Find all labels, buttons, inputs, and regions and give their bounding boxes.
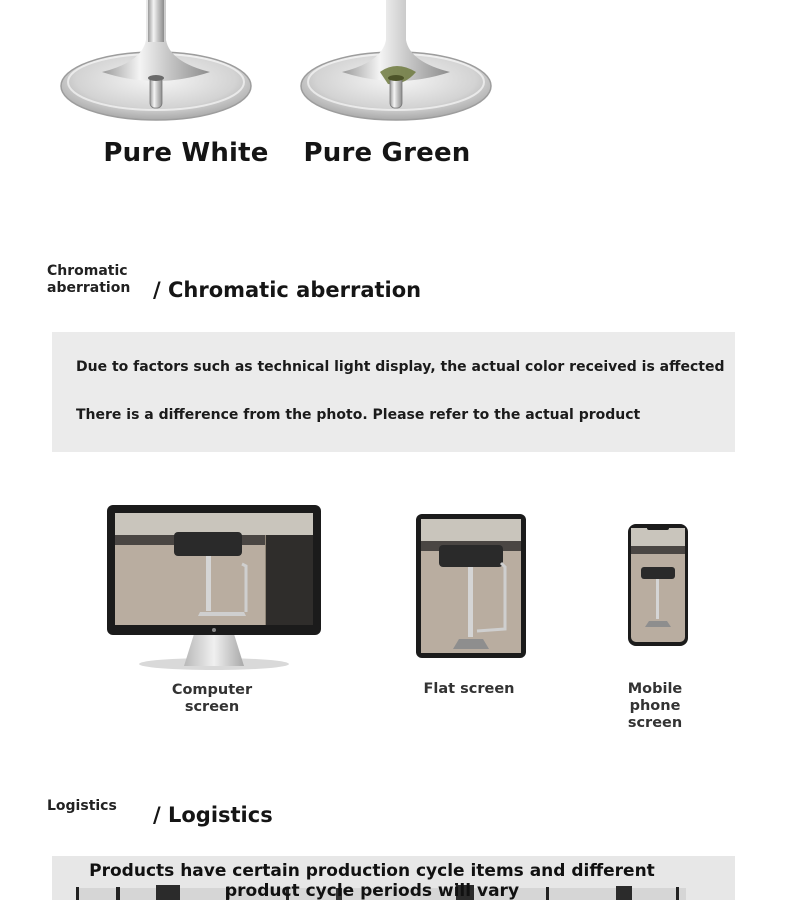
notice-line-1: Due to factors such as technical light display, the actual color received is affected [76, 359, 725, 375]
device-flat-label: Flat screen [423, 681, 515, 697]
color-option-white-label: Pure White [103, 138, 269, 168]
logistics-banner-text: Products have certain production cycle items and different product cycle periods will vary [89, 861, 655, 900]
logistics-banner [52, 856, 735, 900]
color-option-green-label: Pure Green [303, 138, 471, 168]
chromatic-notice-box [52, 332, 735, 452]
flat-screen-image [415, 513, 527, 659]
notice-line-2: There is a difference from the photo. Please refer to the actual product [76, 407, 641, 423]
stool-base-white-image [60, 0, 256, 125]
device-computer-label: Computer screen [171, 682, 253, 715]
chromatic-small-title: Chromatic aberration [47, 263, 131, 296]
computer-screen-image [106, 504, 322, 672]
stool-base-green-image [300, 0, 496, 125]
device-mobile-label: Mobile phone screen [627, 681, 683, 731]
logistics-small-title: Logistics [47, 798, 117, 814]
chromatic-section-title: / Chromatic aberration [153, 278, 422, 302]
logistics-section-title: / Logistics [153, 803, 273, 827]
mobile-screen-image [627, 523, 689, 647]
